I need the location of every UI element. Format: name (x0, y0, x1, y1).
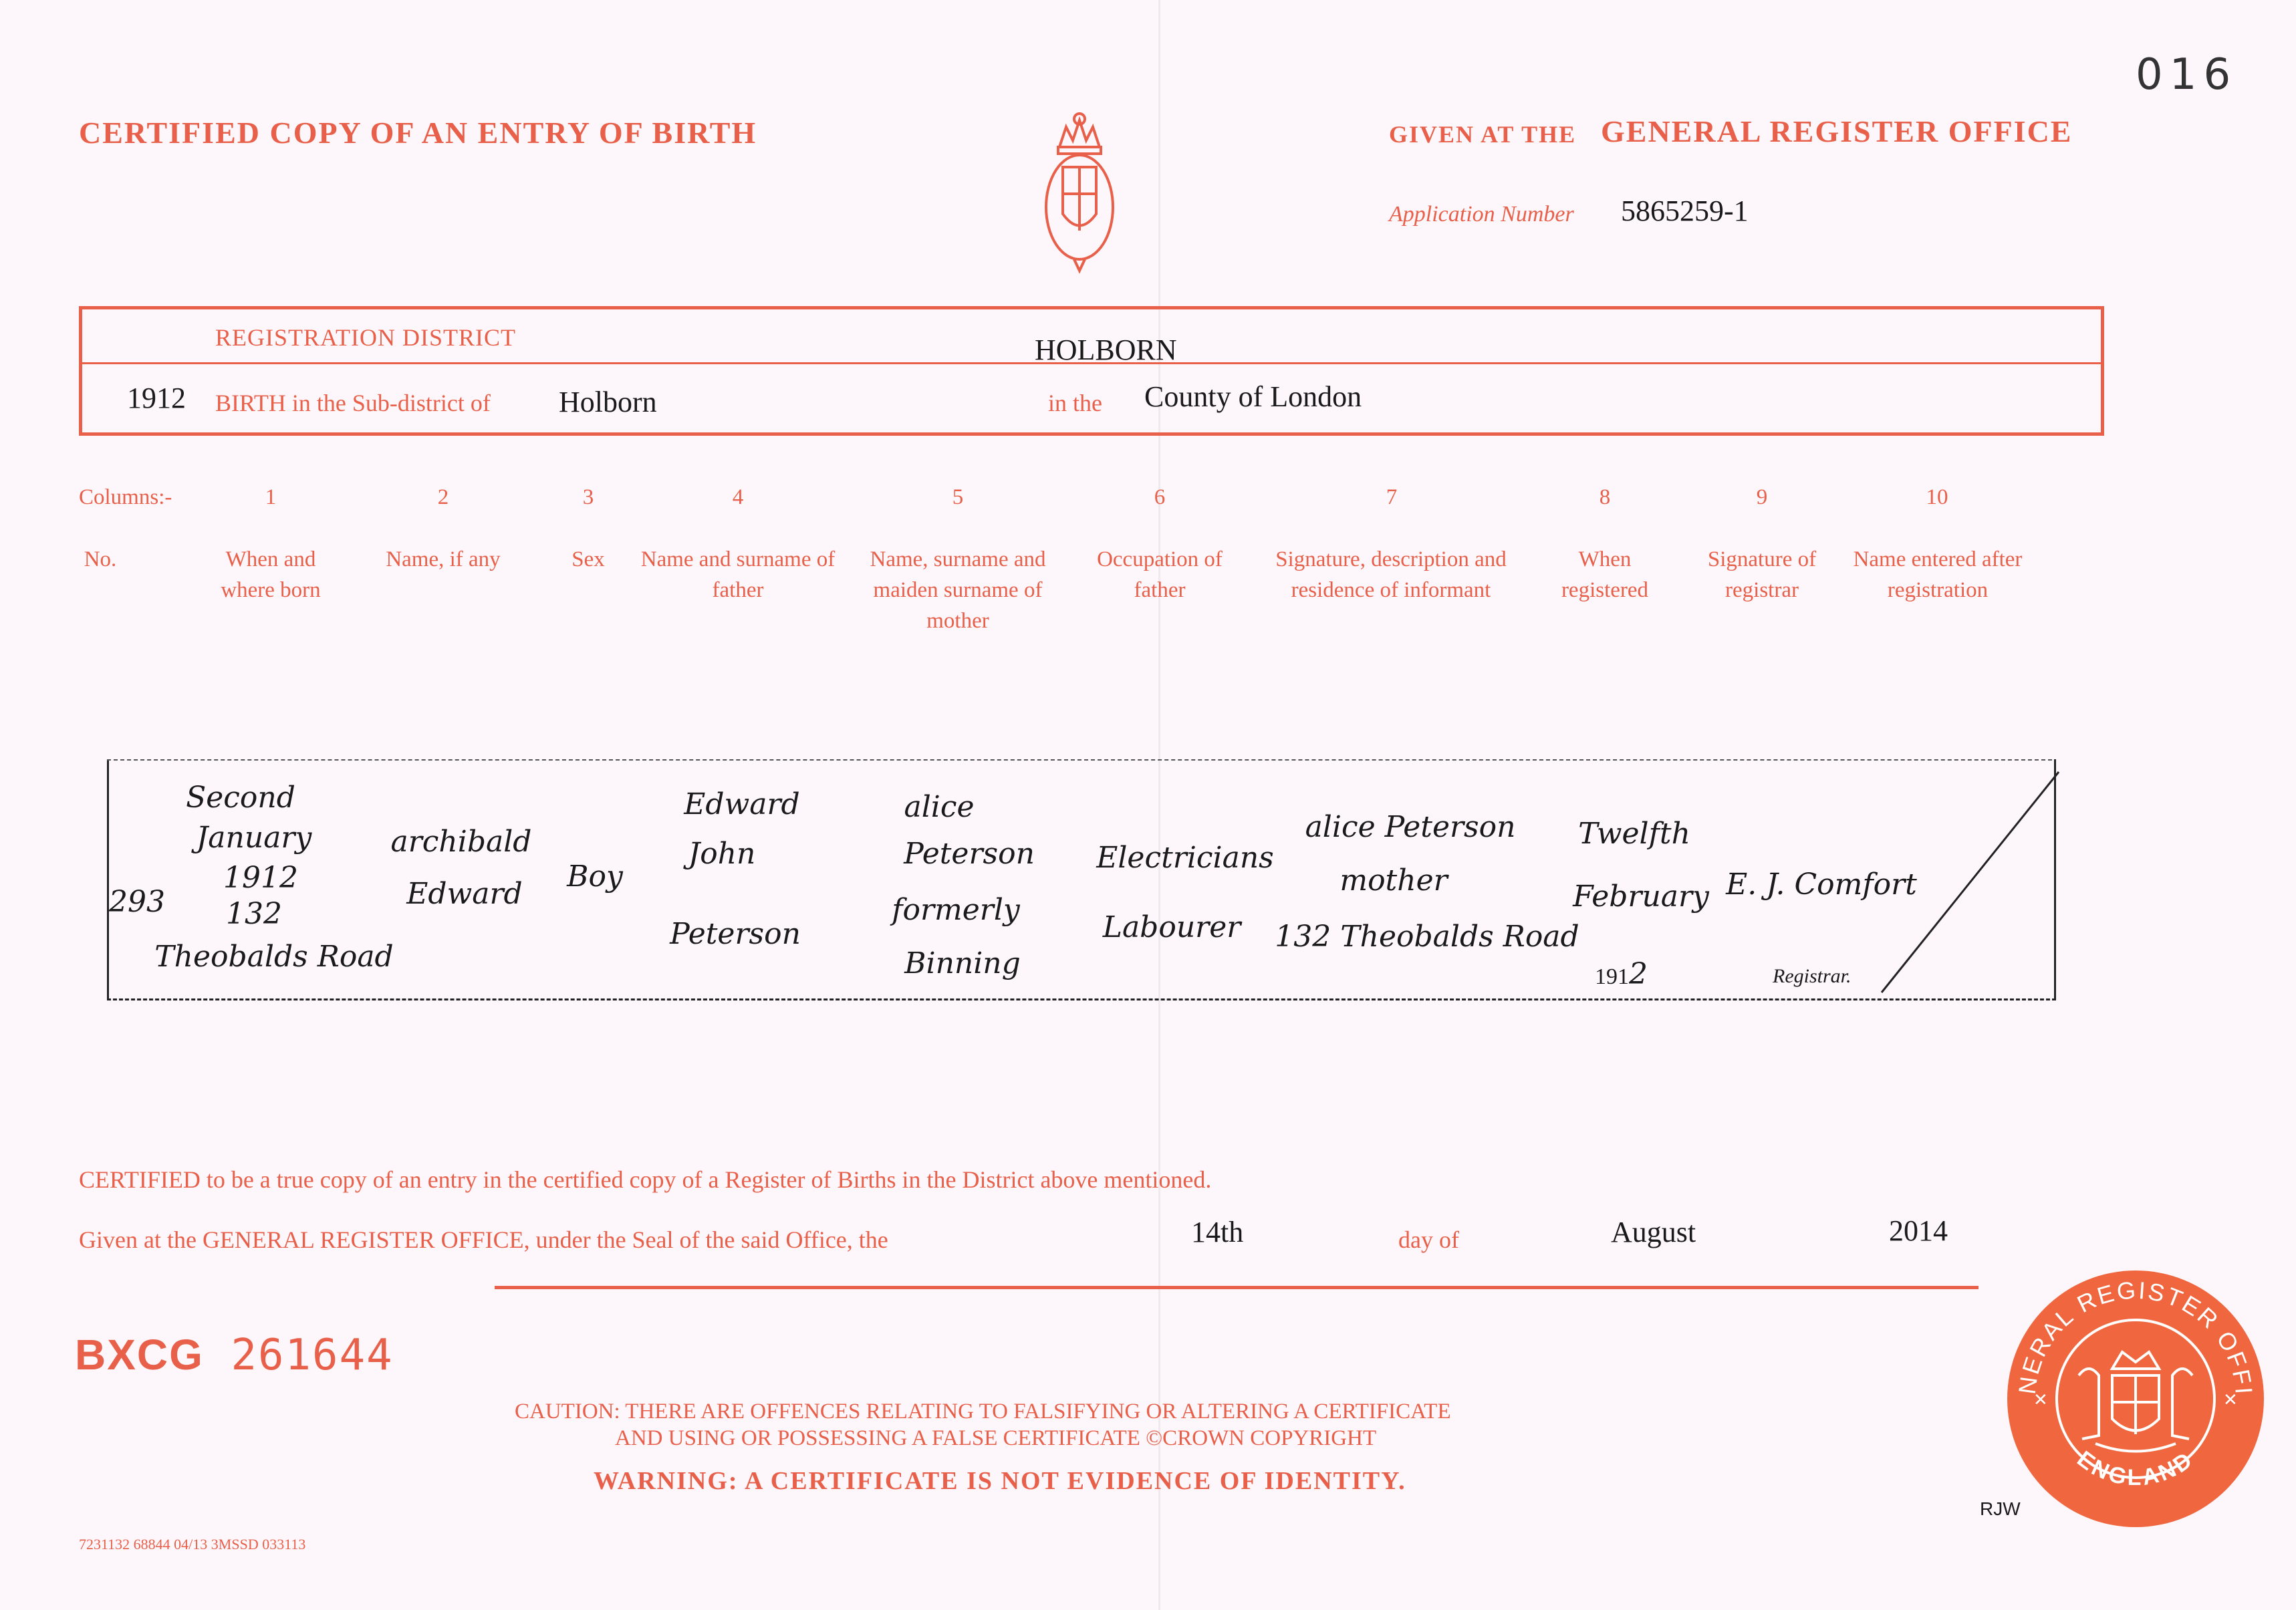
entry-when-registered-line: February (1573, 880, 1709, 914)
column-header-name: Name, if any (386, 547, 501, 571)
entry-when-registered-line: Twelfth (1578, 817, 1690, 851)
entry-name-line: archibald (390, 825, 532, 859)
caution-line-1: CAUTION: THERE ARE OFFENCES RELATING TO FALSIFYING OR ALTERING A CERTIFICATE (515, 1399, 1451, 1424)
entry-mother-line: formerly (892, 893, 1020, 927)
certification-year: 2014 (1889, 1214, 1948, 1247)
column-header-sex: Sex (571, 547, 605, 571)
entry-father-line: Peterson (670, 917, 801, 951)
column-number: 3 (582, 485, 594, 509)
entry-year-printed: 191 (1595, 964, 1629, 989)
columns-label: Columns:- (79, 485, 172, 509)
subdistrict-label: BIRTH in the Sub-district of (215, 390, 491, 416)
column-header-occupation: Occupation of father (1097, 547, 1223, 602)
svg-text:✕: ✕ (2033, 1390, 2048, 1410)
entry-informant-line: alice Peterson (1305, 810, 1516, 844)
column-header-informant: Signature, description and residence of informant (1275, 547, 1507, 602)
given-at-label: GIVEN AT THE (1389, 121, 1577, 148)
serial-digits: 261644 (231, 1331, 394, 1380)
column-header-no: No. (84, 547, 117, 571)
svg-text:✕: ✕ (2223, 1390, 2238, 1410)
entry-mother-line: alice (904, 790, 975, 824)
in-the-label: in the (1048, 390, 1102, 416)
caution-line-2: AND USING OR POSSESSING A FALSE CERTIFICATE ©CROWN COPYRIGHT (615, 1426, 1377, 1450)
office-title: GENERAL REGISTER OFFICE (1601, 114, 2073, 148)
county: County of London (1144, 380, 1362, 413)
entry-when-line: 132 (226, 897, 282, 931)
entry-when-line: Theobalds Road (154, 940, 394, 974)
entry-mother-line: Peterson (904, 837, 1035, 871)
entry-informant-line: mother (1340, 863, 1448, 898)
application-number-label: Application Number (1389, 202, 1574, 227)
column-header-mother: Name, surname and maiden surname of mother (870, 547, 1046, 633)
entry-name-line: Edward (406, 877, 523, 911)
column-number: 7 (1386, 485, 1398, 509)
column-number: 10 (1926, 485, 1948, 509)
entry-when-line: Second (186, 781, 295, 815)
column-number: 1 (265, 485, 277, 509)
certification-month: August (1611, 1216, 1696, 1248)
entry-occupation-line: Electricians (1096, 841, 1274, 875)
entry-mother-line: Binning (904, 946, 1021, 980)
column-header-name-after: Name entered after registration (1853, 547, 2023, 602)
certification-day: 14th (1191, 1216, 1244, 1248)
general-register-office-seal (2005, 1268, 2266, 1529)
certification-day-of: day of (1398, 1226, 1459, 1253)
column-header-when-where: When and where born (221, 547, 321, 602)
entry-frame-top (107, 759, 2052, 761)
column-number: 4 (732, 485, 744, 509)
royal-crest-icon (1039, 100, 1120, 274)
seal-top-text: NERAL REGISTER OFFI (2013, 1276, 2259, 1397)
entry-sex: Boy (567, 859, 623, 894)
application-number: 5865259-1 (1621, 194, 1749, 227)
column-header-when-registered: When registered (1561, 547, 1649, 602)
corner-note: 016 (2136, 50, 2238, 100)
serial-number (75, 1330, 394, 1380)
column-number: 8 (1599, 485, 1611, 509)
column-number: 2 (437, 485, 449, 509)
certificate-title: CERTIFIED COPY OF AN ENTRY OF BIRTH (79, 116, 757, 150)
subdistrict: Holborn (559, 386, 657, 418)
entry-father-line: John (688, 837, 756, 871)
entry-occupation-line: Labourer (1102, 910, 1241, 944)
certification-rule (495, 1286, 1979, 1289)
entry-registrar-signature: E. J. Comfort (1726, 867, 1917, 902)
print-code: 7231132 68844 04/13 3MSSD 033113 (79, 1536, 306, 1553)
column-header-father: Name and surname of father (640, 547, 836, 602)
column-number: 5 (952, 485, 964, 509)
entry-year-hand: 2 (1629, 957, 1648, 991)
entry-when-line: January (196, 821, 312, 855)
registration-district-label: REGISTRATION DISTRICT (215, 324, 516, 351)
entry-father-line: Edward (684, 787, 800, 821)
serial-prefix: BXCG (75, 1331, 204, 1379)
column-header-registrar: Signature of registrar (1707, 547, 1817, 602)
registration-year: 1912 (127, 382, 186, 414)
seal-bottom-text: ENGLAND (2072, 1446, 2199, 1491)
column-number: 9 (1756, 485, 1768, 509)
registration-district: HOLBORN (1035, 333, 1177, 366)
certification-line-1: CERTIFIED to be a true copy of an entry in the certified copy of a Register of Births in the District above mentioned. (79, 1166, 1212, 1193)
issuer-initials: RJW (1980, 1498, 2021, 1519)
entry-when-line: 1912 (223, 861, 298, 895)
entry-no: 293 (109, 885, 165, 919)
caution-warning: WARNING: A CERTIFICATE IS NOT EVIDENCE OF IDENTITY. (594, 1467, 1406, 1495)
entry-registrar-label: Registrar. (1773, 965, 1852, 987)
entry-informant-line: 132 Theobalds Road (1275, 920, 1579, 954)
entry-registered-year (1595, 957, 1648, 991)
column-number: 6 (1154, 485, 1166, 509)
certification-line-2: Given at the GENERAL REGISTER OFFICE, under the Seal of the said Office, the (79, 1226, 888, 1253)
